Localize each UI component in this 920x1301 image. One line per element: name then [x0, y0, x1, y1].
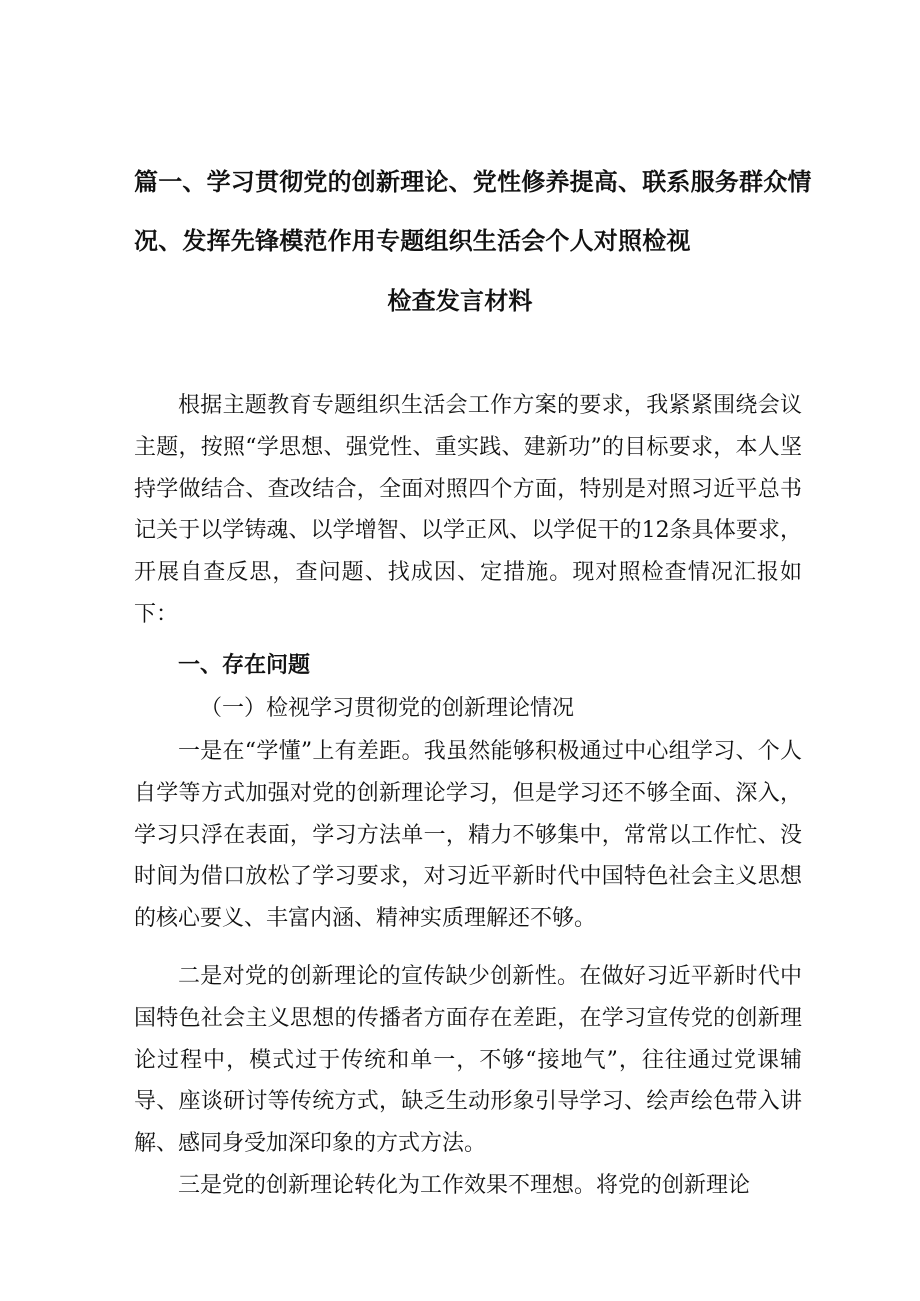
- paragraph-2: 二是对党的创新理论的宣传缺少创新性。在做好习近平新时代中国特色社会主义思想的传播者方面存在差距，在学习宣传党的创新理论过程中，模式过于传统和单一，不够“接地气”，往往通过党课辅导、座谈研讨等传统方式，缺乏生动形象引导学习、绘声绘色带入讲解、感同身受加深印象的方式方法。: [134, 964, 802, 1157]
- document-title-line-3: 检查发言材料: [387, 287, 533, 315]
- paragraph-1: 一是在“学懂”上有差距。我虽然能够积极通过中心组学习、个人自学等方式加强对党的创新理论学习，但是学习还不够全面、深入，学习只浮在表面，学习方法单一，精力不够集中，常常以工作忙、没时间为借口放松了学习要求，对习近平新时代中国特色社会主义思想的核心要义、丰富内涵、精神实质理解还不够。: [134, 739, 802, 932]
- paragraph-3: 三是党的创新理论转化为工作效果不理想。将党的创新理论: [178, 1173, 751, 1198]
- document-title-line-2: 况、发挥先锋模范作用专题组织生活会个人对照检视: [134, 227, 691, 255]
- section-heading: 一、存在问题: [178, 653, 311, 678]
- subsection-heading: （一）检视学习贯彻党的创新理论情况: [200, 696, 575, 721]
- intro-paragraph: 根据主题教育专题组织生活会工作方案的要求，我紧紧围绕会议主题，按照“学思想、强党性、重实践、建新功”的目标要求，本人坚持学做结合、查改结合，全面对照四个方面，特别是对照习近平总书记关于以学铸魂、以学增智、以学正风、以学促干的12条具体要求，开展自查反思，查问题、找成因、定措施。现对照检查情况汇报如下：: [134, 393, 802, 627]
- document-title-line-1: 篇一、学习贯彻党的创新理论、党性修养提高、联系服务群众情: [134, 168, 812, 196]
